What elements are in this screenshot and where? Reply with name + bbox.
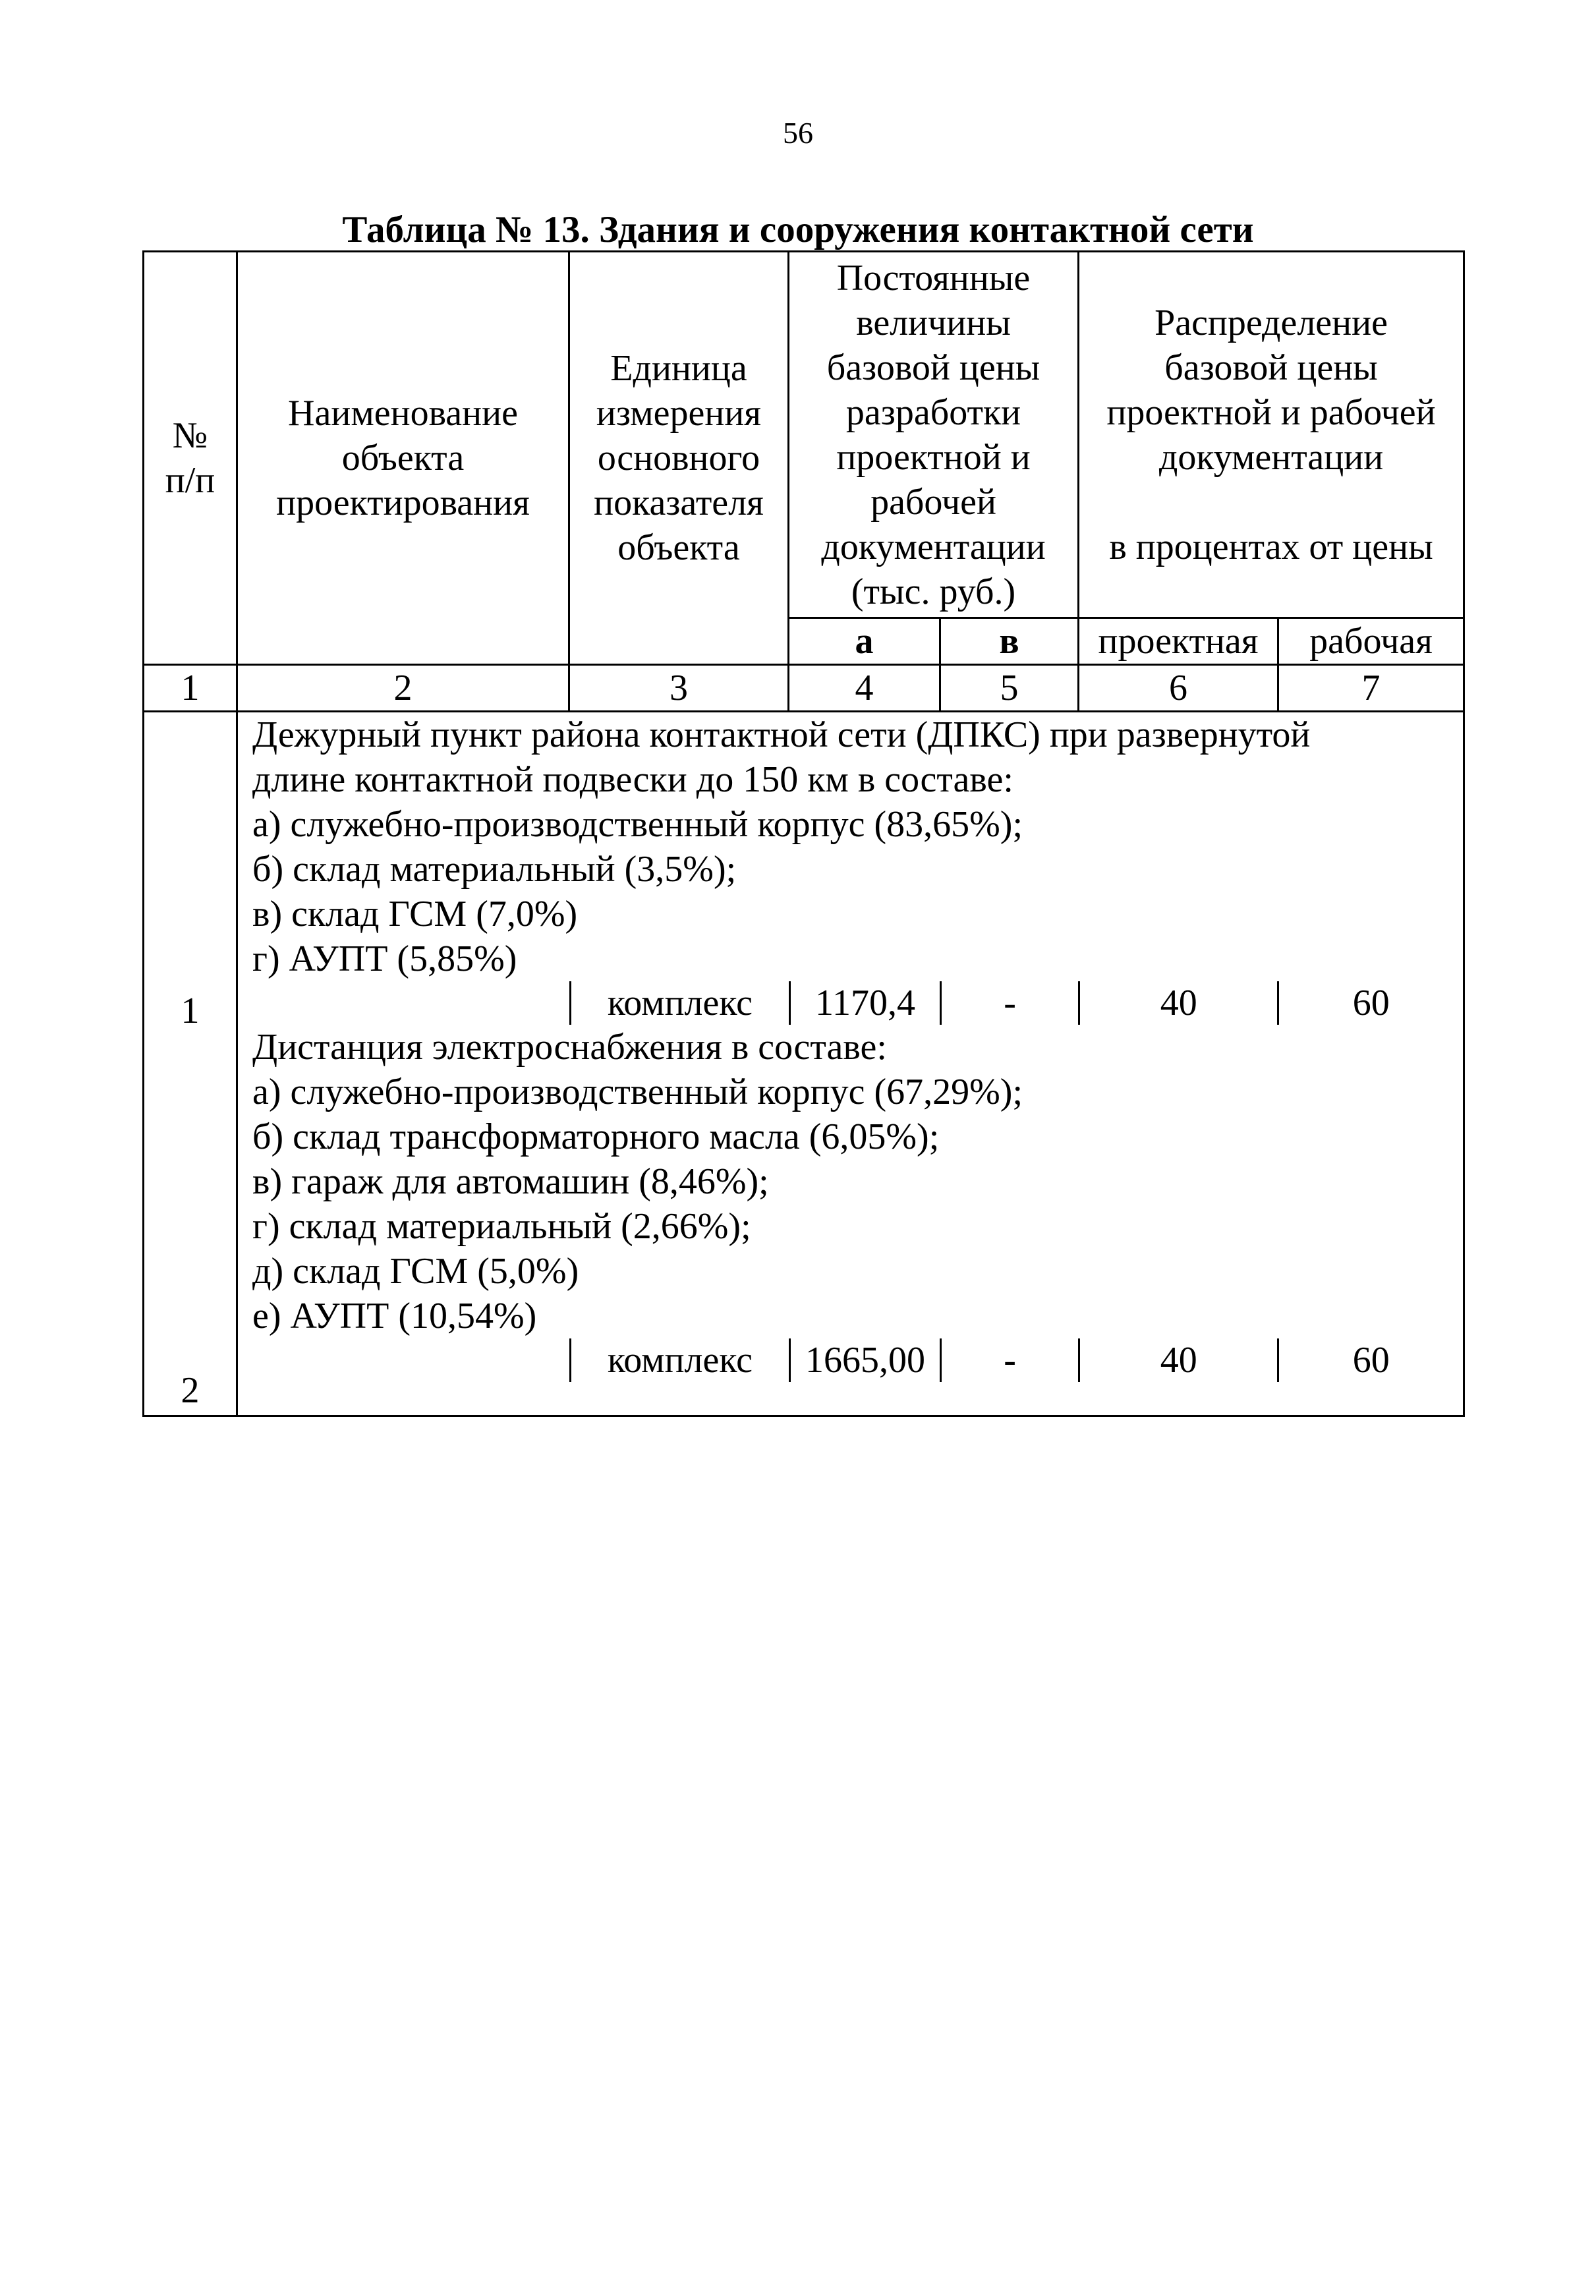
row-2-description-line: Дистанция электроснабжения в составе: <box>252 1027 887 1068</box>
row-2-price-a: 1665,00 <box>789 1338 940 1382</box>
header-col-unit: Единица измерения основного показателя объекта <box>569 252 789 665</box>
row-1-description-line: г) АУПТ (5,85%) <box>252 938 517 979</box>
row-number-1: 1 <box>181 990 200 1031</box>
row-1-description-line: б) склад материальный (3,5%); <box>252 849 737 890</box>
row-1-price-a: 1170,4 <box>789 981 940 1025</box>
row-2-price-b: - <box>940 1338 1078 1382</box>
row-1-project-percent: 40 <box>1078 981 1278 1025</box>
column-number: 5 <box>940 665 1079 712</box>
row-2-description-line: а) служебно-производственный корпус (67,29%); <box>252 1072 1023 1112</box>
column-number: 2 <box>237 665 569 712</box>
row-2-project-percent: 40 <box>1078 1338 1278 1382</box>
column-number-row <box>144 665 1464 712</box>
subheader-project: проектная <box>1079 618 1278 665</box>
row-1-description-line: длине контактной подвески до 150 км в составе: <box>252 759 1013 800</box>
row-2-work-percent: 60 <box>1277 1338 1463 1382</box>
table-row <box>144 712 1464 1416</box>
subheader-work: рабочая <box>1278 618 1464 665</box>
row-2-description-line: г) склад материальный (2,66%); <box>252 1206 751 1247</box>
data-table <box>142 250 1465 1417</box>
row-1-description-line: Дежурный пункт района контактной сети (ДПКС) при развернутой <box>252 714 1311 755</box>
row-number-cell <box>144 712 237 1416</box>
subheader-a: а <box>789 618 940 665</box>
row-2-block <box>252 1025 1454 1382</box>
row-2-description-line: д) склад ГСМ (5,0%) <box>252 1251 579 1292</box>
header-col-base-price: Постоянные величины базовой цены разработки проектной и рабочей документации (тыс. руб.) <box>789 252 1079 618</box>
row-1-unit: комплекс <box>569 981 788 1025</box>
row-1-description-line: в) склад ГСМ (7,0%) <box>252 894 578 934</box>
column-number: 6 <box>1079 665 1278 712</box>
rows-content-cell <box>237 712 1464 1416</box>
row-2-description-line: б) склад трансформаторного масла (6,05%); <box>252 1116 940 1157</box>
column-number: 4 <box>789 665 940 712</box>
row-1-price-b: - <box>940 981 1078 1025</box>
row-1-values <box>238 981 1463 1025</box>
page-number: 56 <box>783 116 813 150</box>
row-number-2: 2 <box>181 1370 200 1411</box>
row-1-block <box>252 712 1454 1025</box>
header-col-name: Наименование объекта проектирования <box>237 252 569 665</box>
row-1-work-percent: 60 <box>1277 981 1463 1025</box>
row-2-values <box>238 1338 1463 1382</box>
header-col-number: № п/п <box>144 252 237 665</box>
table-title: Таблица № 13. Здания и сооружения контактной сети <box>342 209 1254 250</box>
row-1-description-line: а) служебно-производственный корпус (83,65%); <box>252 804 1023 845</box>
subheader-b: в <box>940 618 1079 665</box>
header-row <box>144 252 1464 618</box>
column-number: 1 <box>144 665 237 712</box>
row-2-unit: комплекс <box>569 1338 788 1382</box>
column-number: 7 <box>1278 665 1464 712</box>
header-col-distribution: Распределение базовой цены проектной и рабочей документации в процентах от цены <box>1079 252 1464 618</box>
column-number: 3 <box>569 665 789 712</box>
row-2-description-line: в) гараж для автомашин (8,46%); <box>252 1161 769 1202</box>
row-2-description-line: е) АУПТ (10,54%) <box>252 1296 537 1336</box>
